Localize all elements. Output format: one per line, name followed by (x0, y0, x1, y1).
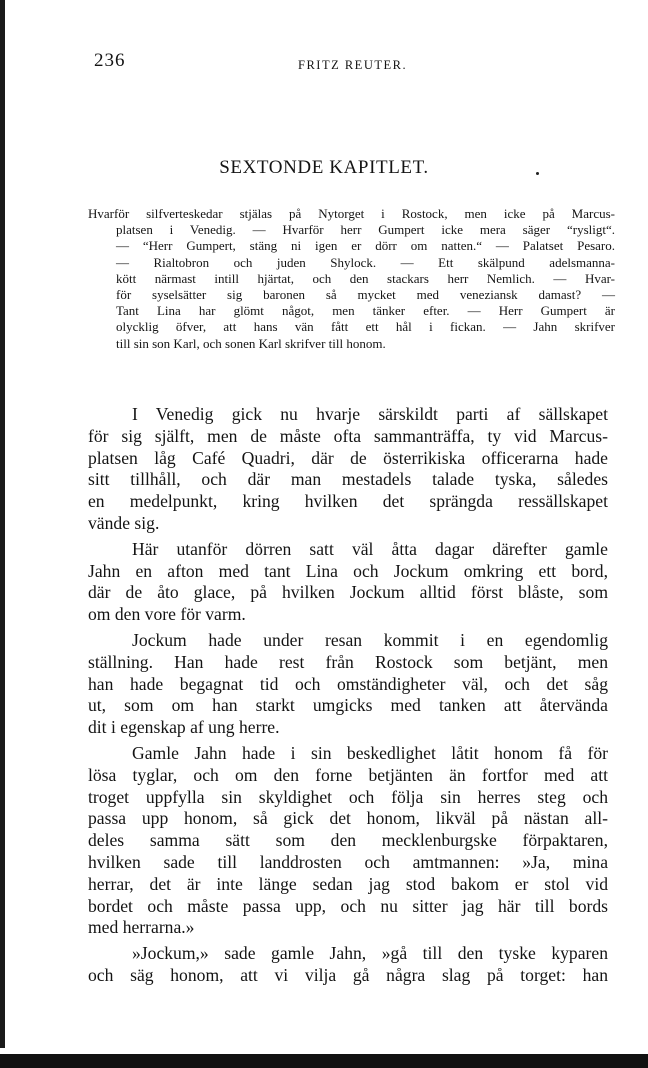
paragraph (88, 630, 608, 739)
text-line: Här utanför dörren satt väl åtta dagar därefter gamle (132, 538, 608, 559)
text-line: Jockum hade under resan kommit i en egendomlig (132, 629, 608, 650)
summary-line: Hvarför silfverteskedar stjälas på Nytorget i Rostock, men icke på Marcus- (88, 206, 615, 221)
text-line: för sig själft, men de måste ofta sammanträffa, ty vid Marcus- (88, 425, 608, 446)
text-line: lösa tyglar, och om den forne betjänten än fortfor med att (88, 764, 608, 785)
summary-line: platsen i Venedig. — Hvarför herr Gumpert icke mera säger “rysligt“. (116, 222, 615, 238)
running-head: FRITZ REUTER. (298, 58, 408, 72)
summary-line: olycklig öfver, att hans vän fått ett hål i fickan. — Jahn skrifver (116, 319, 615, 335)
text-line: passa upp honom, så gick det honom, likväl på nästan all- (88, 808, 608, 829)
chapter-title: SEXTONDE KAPITLET. (219, 157, 429, 178)
text-line: troget uppfylla sin skyldighet och följa sin herres steg och (88, 786, 608, 807)
text-line: hvilken sade till landdrosten och amtmannen: »Ja, mina (88, 851, 608, 872)
text-line: dit i egenskap af ung herre. (88, 717, 280, 738)
text-line: platsen låg Café Quadri, där de österrikiska officerarna hade (88, 447, 608, 468)
text-line: med herrarna.» (88, 917, 195, 938)
summary-line: — “Herr Gumpert, stäng ni igen er dörr om natten.“ — Palatset Pesaro. (116, 238, 615, 254)
text-line: ställning. Han hade rest från Rostock som betjänt, men (88, 651, 608, 672)
paragraph (88, 539, 608, 626)
text-line: Gamle Jahn hade i sin beskedlighet låtit honom få för (132, 742, 608, 763)
text-line: I Venedig gick nu hvarje särskildt parti af sällskapet (132, 404, 608, 424)
text-line: en medelpunkt, kring hvilken det sprängda ressällskapet (88, 491, 608, 512)
text-line: sitt tillhåll, och där man mestadels talade tyska, således (88, 469, 608, 490)
page-edge-shadow-bottom (0, 1054, 648, 1068)
text-line: herrar, det är inte länge sedan jag stod bakom er stol vid (88, 873, 608, 894)
text-line: »Jockum,» sade gamle Jahn, »gå till den tyske kyparen (132, 943, 608, 964)
page-header (0, 48, 648, 78)
paragraph (88, 943, 608, 987)
text-line: bordet och måste passa upp, och nu sitter jag här till bords (88, 895, 608, 916)
summary-line: till sin son Karl, och sonen Karl skrifver till honom. (116, 335, 386, 351)
summary-line: — Rialtobron och juden Shylock. — Ett skälpund adelsmanna- (116, 254, 615, 270)
text-line: och säg honom, att vi vilja gå några slag på torget: han (88, 964, 608, 985)
summary-line: för syselsätter sig baronen så mycket med veneziansk damast? — (116, 287, 615, 303)
text-line: om den vore för varm. (88, 604, 246, 625)
text-line: ut, som om han starkt umgicks med tanken att återvända (88, 695, 608, 716)
summary-line: Tant Lina har glömt något, men tänker efter. — Herr Gumpert är (116, 303, 615, 319)
text-line: han hade begagnat tid och omständigheter väl, och det såg (88, 673, 608, 694)
text-line: där de åto glace, på hvilken Jockum alltid först blåste, som (88, 582, 608, 603)
text-line: vände sig. (88, 512, 160, 533)
page-number: 236 (94, 50, 126, 71)
stray-mark (536, 172, 539, 175)
body-text (88, 404, 608, 987)
paragraph (88, 404, 608, 535)
chapter-summary (88, 206, 615, 352)
summary-line: kött närmast intill hjärtat, och den stackars herr Nemlich. — Hvar- (116, 270, 615, 286)
paragraph (88, 743, 608, 939)
text-line: deles samma sätt som den mecklenburgske förpaktaren, (88, 830, 608, 851)
text-line: Jahn en afton med tant Lina och Jockum omkring ett bord, (88, 560, 608, 581)
